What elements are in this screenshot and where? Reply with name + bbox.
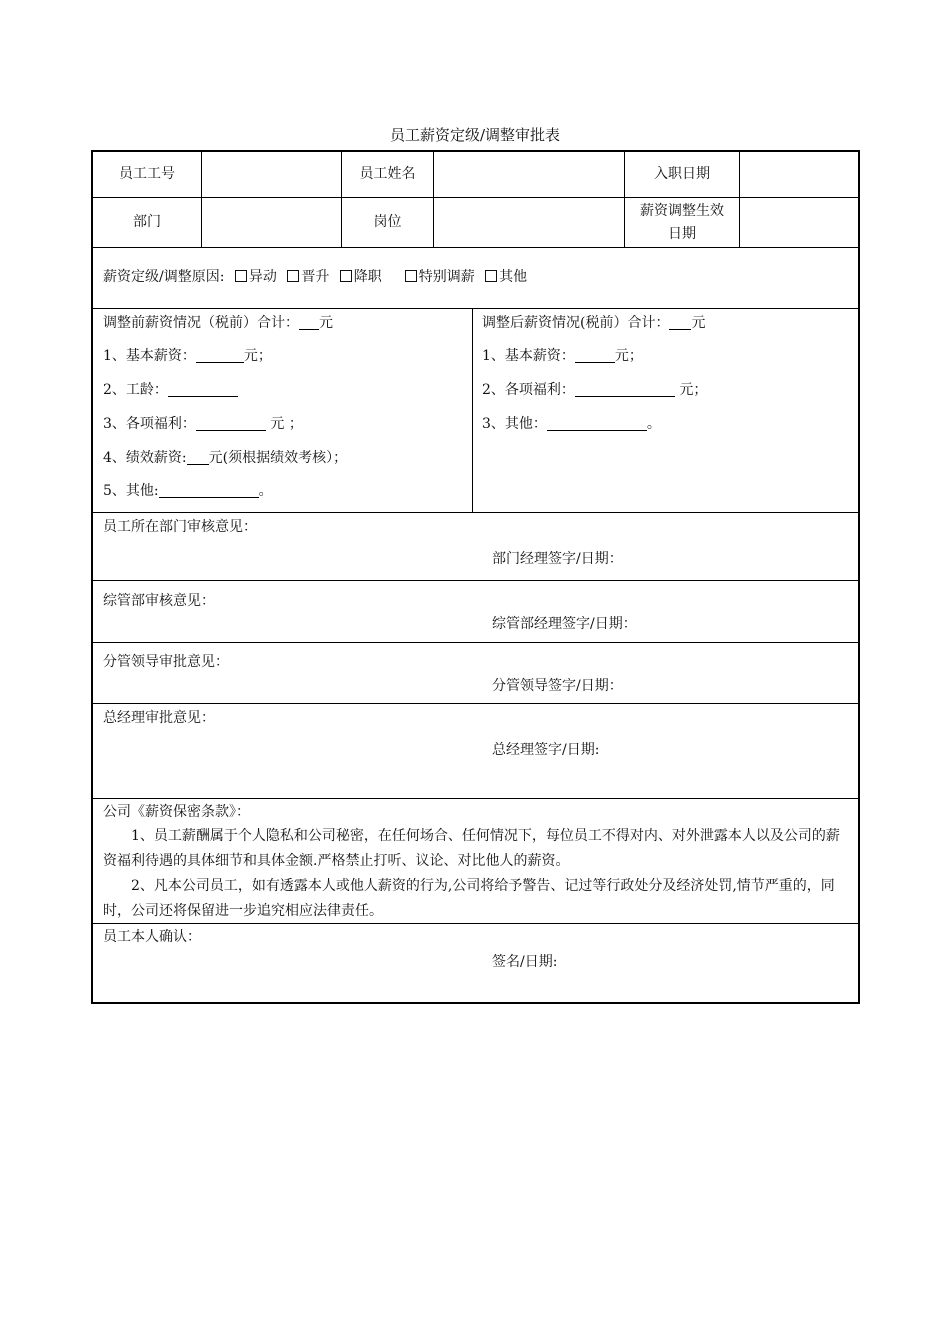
hire-date-field[interactable]: [740, 152, 858, 197]
salary-before-item-unit: 元 ；: [265, 416, 303, 432]
form-title: 员工薪资定级/调整审批表: [389, 126, 561, 144]
salary-before-item-unit: 。: [258, 483, 273, 499]
row-divider: [93, 580, 858, 581]
employee-name-field[interactable]: [434, 152, 624, 197]
employee-sign-label: 签名/日期:: [492, 954, 558, 970]
salary-before-item-unit: 元(须根据绩效考核）；: [208, 450, 348, 466]
reason-checkbox-special[interactable]: [405, 270, 417, 282]
salary-before-item: [103, 346, 272, 366]
employee-name-label: 员工姓名: [359, 166, 416, 182]
salary-after-item-label: 1、基本薪资：: [482, 348, 575, 364]
adjustment-reason-label: 薪资定级/调整原因:: [103, 269, 225, 285]
salary-before-seniority-blank[interactable]: [168, 381, 238, 397]
position-field[interactable]: [434, 198, 624, 247]
salary-after-total-blank[interactable]: [669, 314, 691, 330]
row-divider: [93, 512, 858, 513]
salary-after-base-blank[interactable]: [575, 347, 615, 363]
admin-manager-sign-label: 综管部经理签字/日期：: [492, 616, 637, 632]
position-label: 岗位: [373, 214, 402, 230]
reason-checkbox-promotion[interactable]: [287, 270, 299, 282]
salary-before-item-label: 2、工龄：: [103, 382, 168, 398]
reason-option-other: 其他: [499, 269, 528, 285]
employee-confirm-label: 员工本人确认：: [103, 929, 201, 945]
salary-after-title-unit: 元: [691, 315, 706, 331]
salary-after-title: [482, 313, 705, 333]
confidentiality-clause-1: 1、员工薪酬属于个人隐私和公司秘密，在任何场合、任何情况下，每位员工不得对内、对外泄露本人以及公司的薪资福利待遇的具体细节和具体金额.严格禁止打听、议论、对比他人的薪资。: [103, 828, 840, 869]
effective-date-label-line1: 薪资调整生效: [640, 202, 724, 219]
salary-after-benefits-blank[interactable]: [575, 381, 675, 397]
salary-after-item: [482, 414, 661, 434]
gm-opinion-label: 总经理审批意见：: [103, 710, 215, 726]
reason-checkbox-other[interactable]: [485, 270, 497, 282]
salary-after-item-unit: 元；: [614, 348, 643, 364]
employee-id-label: 员工工号: [119, 166, 175, 182]
col-divider: [472, 308, 473, 512]
row-divider: [93, 308, 858, 309]
adjustment-reason-row: [103, 267, 527, 287]
salary-before-benefits-blank[interactable]: [196, 415, 266, 431]
salary-before-item-label: 4、绩效薪资:: [103, 450, 187, 466]
effective-date-field[interactable]: [740, 198, 858, 247]
leader-sign-label: 分管领导签字/日期：: [492, 678, 623, 694]
salary-before-item-label: 5、其他:: [103, 483, 159, 499]
salary-after-item-label: 2、各项福利：: [482, 382, 575, 398]
reason-option-special: 特别调薪: [418, 269, 475, 285]
reason-option-demotion: 降职: [353, 269, 382, 285]
salary-before-item: [103, 380, 238, 400]
salary-before-item: [103, 481, 273, 501]
reason-checkbox-transfer[interactable]: [235, 270, 247, 282]
salary-before-title-unit: 元: [319, 315, 333, 331]
confidentiality-heading: 公司《薪资保密条款》：: [103, 804, 250, 820]
employee-id-field[interactable]: [202, 152, 341, 197]
salary-before-item-label: 3、各项福利：: [103, 416, 196, 432]
admin-opinion-label: 综管部审核意见：: [103, 593, 215, 609]
reason-checkbox-demotion[interactable]: [340, 270, 352, 282]
salary-before-other-blank[interactable]: [159, 482, 259, 498]
row-divider: [93, 247, 858, 248]
salary-after-item-label: 3、其他：: [482, 416, 547, 432]
salary-before-item-unit: 元；: [243, 348, 272, 364]
dept-manager-sign-label: 部门经理签字/日期：: [492, 551, 623, 567]
salary-before-total-blank[interactable]: [299, 314, 319, 330]
salary-before-base-blank[interactable]: [196, 347, 244, 363]
confidentiality-clause-2: 2、凡本公司员工，如有透露本人或他人薪资的行为,公司将给予警告、记过等行政处分及经济处罚,情节严重的，同时，公司还将保留进一步追究相应法律责任。: [103, 878, 835, 919]
reason-option-promotion: 晋升: [301, 269, 330, 285]
approval-form-table: [91, 150, 860, 1004]
row-divider: [93, 642, 858, 643]
department-label: 部门: [133, 214, 161, 230]
salary-before-title-text: 调整前薪资情况（税前）合计：: [103, 315, 299, 331]
salary-after-other-blank[interactable]: [547, 415, 647, 431]
effective-date-label-line2: 日期: [668, 225, 696, 242]
hire-date-label: 入职日期: [654, 166, 710, 182]
salary-before-item: [103, 414, 303, 434]
department-field[interactable]: [202, 198, 341, 247]
row-divider: [93, 798, 858, 799]
salary-before-item-label: 1、基本薪资：: [103, 348, 196, 364]
salary-before-title: [103, 313, 333, 333]
row-divider: [93, 703, 858, 704]
reason-option-transfer: 异动: [248, 269, 277, 285]
leader-opinion-label: 分管领导审批意见：: [103, 654, 229, 670]
salary-before-performance-blank[interactable]: [187, 449, 209, 465]
salary-after-item: [482, 346, 643, 366]
salary-before-item: [103, 448, 347, 468]
salary-after-item: [482, 380, 707, 400]
gm-sign-label: 总经理签字/日期:: [492, 742, 600, 758]
salary-after-title-text: 调整后薪资情况(税前）合计：: [482, 315, 670, 331]
effective-date-label: [625, 198, 739, 247]
dept-opinion-label: 员工所在部门审核意见：: [103, 519, 257, 535]
salary-after-item-unit: 。: [646, 416, 661, 432]
salary-after-item-unit: 元；: [674, 382, 708, 398]
